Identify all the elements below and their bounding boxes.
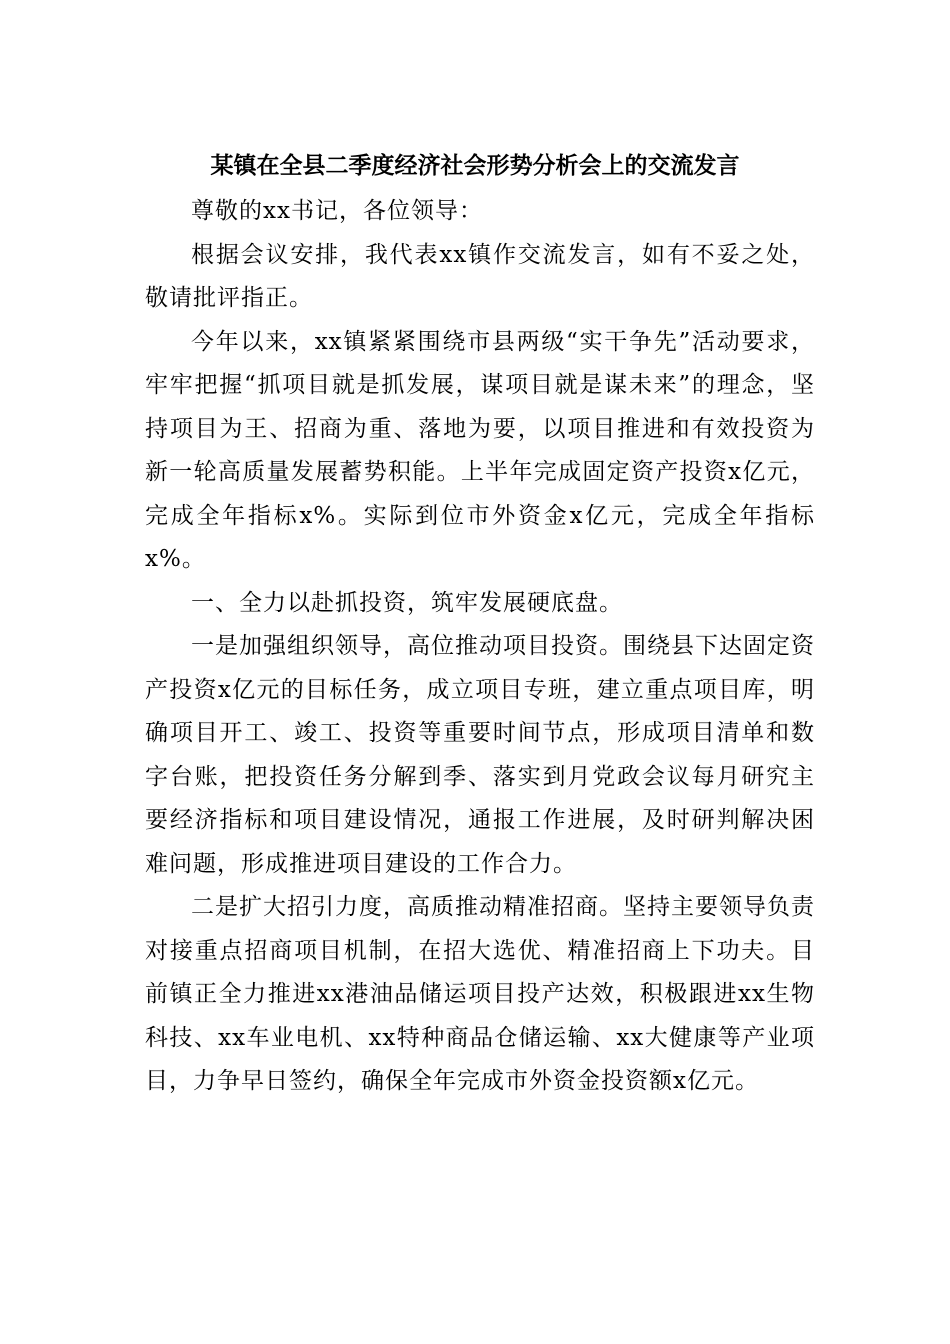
section-heading-1: 一、全力以赴抓投资，筑牢发展硬底盘。	[191, 589, 623, 616]
intro-paragraph: 根据会议安排，我代表xx镇作交流发言，如有不妥之处，敬请批评指正。	[145, 241, 815, 311]
salutation-paragraph: 尊敬的xx书记，各位领导：	[191, 198, 483, 224]
document-title: 某镇在全县二季度经济社会形势分析会上的交流发言	[210, 153, 740, 179]
point-paragraph-1: 一是加强组织领导，高位推动项目投资。围绕县下达固定资产投资x亿元的目标任务，成立项目专班，建立重点项目库，明确项目开工、竣工、投资等重要时间节点，形成项目清单和数字台账，把投资任务分解到季、落实到月党政会议每月研究主要经济指标和项目建设情况，通报工作进展，及时研判解决困难问题，形成推进项目建设的工作合力。	[145, 633, 815, 877]
point-paragraph-2: 二是扩大招引力度，高质推动精准招商。坚持主要领导负责对接重点招商项目机制，在招大选优、精准招商上下功夫。目前镇正全力推进xx港油品储运项目投产达效，积极跟进xx生物科技、xx车业电机、xx特种商品仓储运输、xx大健康等产业项目，力争早日签约，确保全年完成市外资金投资额x亿元。	[145, 894, 815, 1094]
document-body	[145, 190, 815, 1104]
overview-paragraph: 今年以来，xx镇紧紧围绕市县两级“实干争先”活动要求，牢牢把握“抓项目就是抓发展，谋项目就是谋未来”的理念，坚持项目为王、招商为重、落地为要，以项目推进和有效投资为新一轮高质量发展蓄势积能。上半年完成固定资产投资x亿元，完成全年指标x%。实际到位市外资金x亿元，完成全年指标x%。	[145, 328, 815, 572]
